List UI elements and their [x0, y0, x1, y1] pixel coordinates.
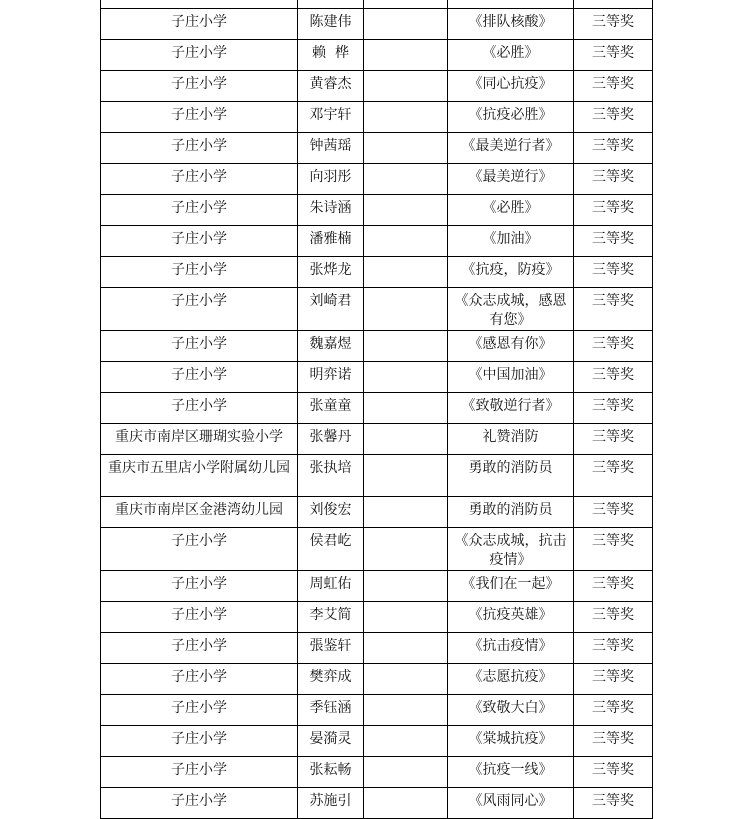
blank-cell [364, 571, 448, 602]
blank-cell [364, 695, 448, 726]
name-cell: 李艾简 [298, 602, 364, 633]
prize-cell: 三等奖 [574, 695, 653, 726]
table-row [101, 726, 653, 757]
cell-empty [448, 0, 574, 9]
name-cell: 邓宇轩 [298, 102, 364, 133]
table-row [101, 571, 653, 602]
school-cell: 重庆市南岸区金港湾幼儿园 [101, 497, 298, 528]
blank-cell [364, 726, 448, 757]
table-row [101, 226, 653, 257]
work-cell: 《风雨同心》 [448, 788, 574, 819]
prize-cell: 三等奖 [574, 331, 653, 362]
school-cell: 子庄小学 [101, 226, 298, 257]
work-cell: 《抗疫，防疫》 [448, 257, 574, 288]
blank-cell [364, 195, 448, 226]
blank-cell [364, 9, 448, 40]
table-row [101, 71, 653, 102]
prize-cell: 三等奖 [574, 633, 653, 664]
table-row [101, 288, 653, 331]
table-row [101, 102, 653, 133]
name-cell: 向羽彤 [298, 164, 364, 195]
cell-empty [364, 0, 448, 9]
table-row [101, 9, 653, 40]
name-cell: 侯君屹 [298, 528, 364, 571]
name-cell: 刘崎君 [298, 288, 364, 331]
table-row [101, 602, 653, 633]
name-cell: 赖 桦 [298, 40, 364, 71]
blank-cell [364, 757, 448, 788]
name-cell: 樊弈成 [298, 664, 364, 695]
work-cell: 勇敢的消防员 [448, 455, 574, 497]
blank-cell [364, 71, 448, 102]
cell-empty [298, 0, 364, 9]
blank-cell [364, 664, 448, 695]
table-row [101, 164, 653, 195]
school-cell: 子庄小学 [101, 288, 298, 331]
blank-cell [364, 226, 448, 257]
work-cell: 《我们在一起》 [448, 571, 574, 602]
school-cell: 子庄小学 [101, 102, 298, 133]
name-cell: 张耘畅 [298, 757, 364, 788]
school-cell: 重庆市南岸区珊瑚实验小学 [101, 424, 298, 455]
prize-cell: 三等奖 [574, 664, 653, 695]
blank-cell [364, 393, 448, 424]
name-cell: 晏漪灵 [298, 726, 364, 757]
work-cell: 《棠城抗疫》 [448, 726, 574, 757]
work-cell: 《最美逆行者》 [448, 133, 574, 164]
award-table-body [101, 0, 653, 819]
name-cell: 苏施引 [298, 788, 364, 819]
table-row [101, 695, 653, 726]
table-row [101, 497, 653, 528]
name-cell: 魏嘉煜 [298, 331, 364, 362]
work-cell: 《感恩有你》 [448, 331, 574, 362]
prize-cell: 三等奖 [574, 788, 653, 819]
school-cell: 子庄小学 [101, 757, 298, 788]
cell-empty [574, 0, 653, 9]
school-cell: 子庄小学 [101, 633, 298, 664]
blank-cell [364, 528, 448, 571]
work-cell: 《抗疫必胜》 [448, 102, 574, 133]
table-row [101, 664, 653, 695]
prize-cell: 三等奖 [574, 362, 653, 393]
school-cell: 子庄小学 [101, 664, 298, 695]
school-cell: 子庄小学 [101, 695, 298, 726]
prize-cell: 三等奖 [574, 40, 653, 71]
school-cell: 子庄小学 [101, 195, 298, 226]
blank-cell [364, 497, 448, 528]
work-cell: 《抗击疫情》 [448, 633, 574, 664]
work-cell: 《志愿抗疫》 [448, 664, 574, 695]
work-cell: 《抗疫英雄》 [448, 602, 574, 633]
award-table [100, 0, 653, 819]
cell-empty [101, 0, 298, 9]
prize-cell: 三等奖 [574, 424, 653, 455]
prize-cell: 三等奖 [574, 455, 653, 497]
name-cell: 朱诗涵 [298, 195, 364, 226]
table-row-top-edge [101, 0, 653, 9]
prize-cell: 三等奖 [574, 528, 653, 571]
work-cell: 《必胜》 [448, 40, 574, 71]
prize-cell: 三等奖 [574, 226, 653, 257]
blank-cell [364, 455, 448, 497]
blank-cell [364, 164, 448, 195]
prize-cell: 三等奖 [574, 393, 653, 424]
name-cell: 季钰涵 [298, 695, 364, 726]
work-cell: 《抗疫一线》 [448, 757, 574, 788]
name-cell: 潘雅楠 [298, 226, 364, 257]
name-cell: 张烨龙 [298, 257, 364, 288]
name-cell: 張鉴轩 [298, 633, 364, 664]
blank-cell [364, 602, 448, 633]
school-cell: 子庄小学 [101, 726, 298, 757]
prize-cell: 三等奖 [574, 102, 653, 133]
work-cell: 礼赞消防 [448, 424, 574, 455]
work-cell: 《必胜》 [448, 195, 574, 226]
prize-cell: 三等奖 [574, 726, 653, 757]
prize-cell: 三等奖 [574, 602, 653, 633]
name-cell: 黄睿杰 [298, 71, 364, 102]
work-cell: 《同心抗疫》 [448, 71, 574, 102]
blank-cell [364, 424, 448, 455]
table-row [101, 257, 653, 288]
work-cell: 《众志成城，感恩有您》 [448, 288, 574, 331]
table-row [101, 133, 653, 164]
school-cell: 子庄小学 [101, 40, 298, 71]
name-cell: 张馨丹 [298, 424, 364, 455]
prize-cell: 三等奖 [574, 133, 653, 164]
school-cell: 子庄小学 [101, 331, 298, 362]
blank-cell [364, 288, 448, 331]
work-cell: 《加油》 [448, 226, 574, 257]
name-cell: 张执培 [298, 455, 364, 497]
name-cell: 周虹佑 [298, 571, 364, 602]
prize-cell: 三等奖 [574, 757, 653, 788]
blank-cell [364, 102, 448, 133]
school-cell: 子庄小学 [101, 362, 298, 393]
school-cell: 子庄小学 [101, 602, 298, 633]
work-cell: 《致敬大白》 [448, 695, 574, 726]
name-cell: 明弈诺 [298, 362, 364, 393]
name-cell: 刘俊宏 [298, 497, 364, 528]
school-cell: 子庄小学 [101, 9, 298, 40]
school-cell: 子庄小学 [101, 788, 298, 819]
name-cell: 钟茜瑶 [298, 133, 364, 164]
prize-cell: 三等奖 [574, 257, 653, 288]
school-cell: 子庄小学 [101, 133, 298, 164]
table-row [101, 633, 653, 664]
school-cell: 子庄小学 [101, 257, 298, 288]
table-row [101, 195, 653, 226]
name-cell: 陈建伟 [298, 9, 364, 40]
blank-cell [364, 133, 448, 164]
prize-cell: 三等奖 [574, 9, 653, 40]
work-cell: 勇敢的消防员 [448, 497, 574, 528]
prize-cell: 三等奖 [574, 288, 653, 331]
prize-cell: 三等奖 [574, 164, 653, 195]
name-cell: 张童童 [298, 393, 364, 424]
work-cell: 《致敬逆行者》 [448, 393, 574, 424]
school-cell: 子庄小学 [101, 393, 298, 424]
prize-cell: 三等奖 [574, 497, 653, 528]
school-cell: 子庄小学 [101, 164, 298, 195]
work-cell: 《中国加油》 [448, 362, 574, 393]
school-cell: 重庆市五里店小学附属幼儿园 [101, 455, 298, 497]
table-row [101, 424, 653, 455]
school-cell: 子庄小学 [101, 528, 298, 571]
table-row [101, 362, 653, 393]
table-row [101, 40, 653, 71]
table-row [101, 455, 653, 497]
work-cell: 《最美逆行》 [448, 164, 574, 195]
work-cell: 《排队核酸》 [448, 9, 574, 40]
table-row [101, 393, 653, 424]
school-cell: 子庄小学 [101, 71, 298, 102]
blank-cell [364, 362, 448, 393]
work-cell: 《众志成城，抗击疫情》 [448, 528, 574, 571]
prize-cell: 三等奖 [574, 571, 653, 602]
blank-cell [364, 257, 448, 288]
blank-cell [364, 40, 448, 71]
table-row [101, 528, 653, 571]
prize-cell: 三等奖 [574, 195, 653, 226]
school-cell: 子庄小学 [101, 571, 298, 602]
blank-cell [364, 331, 448, 362]
table-row [101, 757, 653, 788]
table-row [101, 331, 653, 362]
blank-cell [364, 633, 448, 664]
prize-cell: 三等奖 [574, 71, 653, 102]
